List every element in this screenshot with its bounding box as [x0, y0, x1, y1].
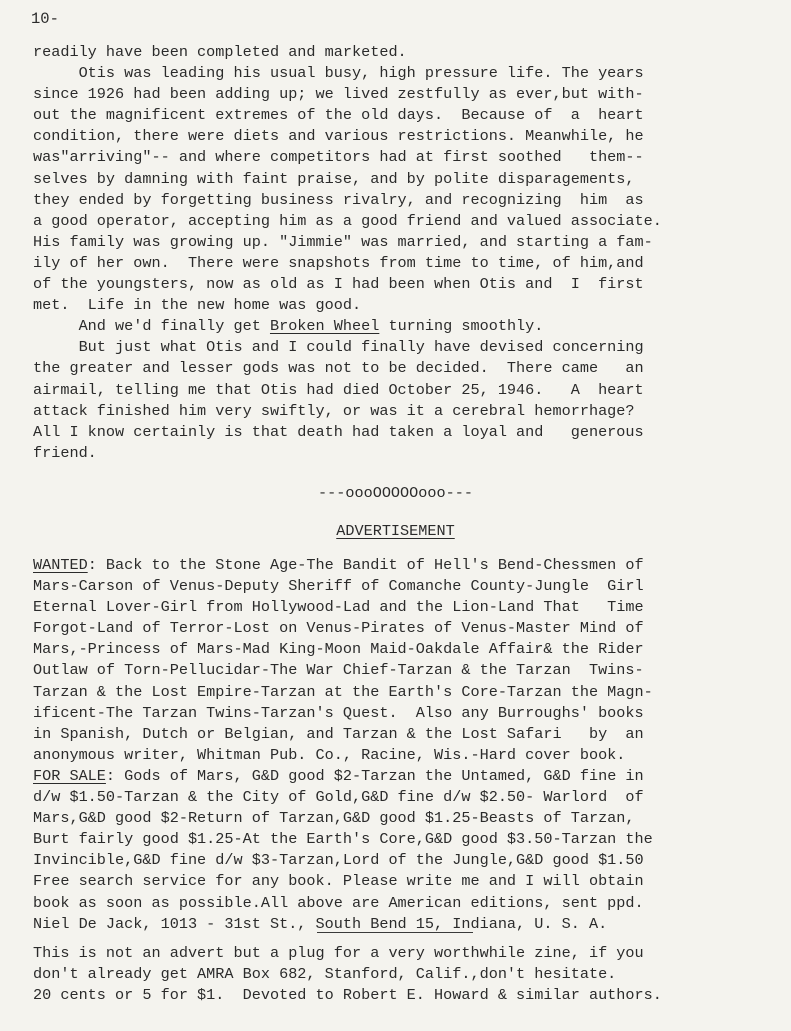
text-line: Tarzan & the Lost Empire-Tarzan at the Earth's Core-Tarzan the Magn-: [33, 682, 653, 701]
text-line: the greater and lesser gods was not to be decided. There came an: [33, 359, 644, 378]
text-line: met. Life in the new home was good.: [33, 296, 362, 315]
text-line: book as soon as possible.All above are American editions, sent ppd.: [33, 893, 644, 912]
text-line: All I know certainly is that death had taken a loyal and generous: [33, 422, 644, 441]
text-line: But just what Otis and I could finally have devised concerning: [33, 338, 644, 357]
underlined-text: Broken Wheel: [269, 317, 380, 336]
text-line: Forgot-Land of Terror-Lost on Venus-Pirates of Venus-Master Mind of: [33, 619, 644, 638]
text-line: attack finished him very swiftly, or was it a cerebral hemorrhage?: [33, 401, 635, 420]
text-line: His family was growing up. "Jimmie" was married, and starting a fam-: [33, 232, 653, 251]
zine-plug-text: [33, 943, 755, 1006]
text-line: Invincible,G&D fine d/w $3-Tarzan,Lord of the Jungle,G&D good $1.50: [33, 851, 644, 870]
underlined-text: FOR SALE: [33, 766, 106, 785]
text-line: they ended by forgetting business rivalry, and recognizing him as: [33, 190, 644, 209]
text-line: out the magnificent extremes of the old days. Because of a heart: [33, 106, 644, 125]
text-line: friend.: [33, 443, 97, 462]
text-line: since 1926 had been adding up; we lived zestfully as ever,but with-: [33, 85, 644, 104]
text-line: Burt fairly good $1.25-At the Earth's Core,G&D good $3.50-Tarzan the: [33, 830, 653, 849]
text-line: [33, 766, 755, 787]
advertisement-text: [33, 555, 755, 935]
memoir-text: [33, 42, 755, 464]
text-line: don't already get AMRA Box 682, Stanford, Calif.,don't hesitate.: [33, 965, 617, 984]
text-line: of the youngsters, now as old as I had been when Otis and I first: [33, 275, 644, 294]
text-line: Eternal Lover-Girl from Hollywood-Lad and the Lion-Land That Time: [33, 598, 644, 617]
text-line: ily of her own. There were snapshots from time to time, of him,and: [33, 253, 644, 272]
text-line: selves by damning with faint praise, and by polite disparagements,: [33, 169, 635, 188]
text-line: 20 cents or 5 for $1. Devoted to Robert E. Howard & similar authors.: [33, 986, 662, 1005]
text-line: in Spanish, Dutch or Belgian, and Tarzan & the Lost Safari by an: [33, 724, 644, 743]
text-line: anonymous writer, Whitman Pub. Co., Racine, Wis.-Hard cover book.: [33, 745, 626, 764]
divider-rule: [317, 932, 473, 933]
text-line: Mars,-Princess of Mars-Mad King-Moon Maid-Oakdale Affair& the Rider: [33, 640, 644, 659]
text-line: condition, there were diets and various restrictions. Meanwhile, he: [33, 127, 644, 146]
text-line: This is not an advert but a plug for a very worthwhile zine, if you: [33, 944, 644, 962]
text-line: Mars-Carson of Venus-Deputy Sheriff of Comanche County-Jungle Girl: [33, 577, 644, 596]
line-segment: : Gods of Mars, G&D good $2-Tarzan the Untamed, G&D fine in: [105, 766, 644, 785]
line-segment: And we'd finally get: [33, 317, 270, 336]
text-line: Free search service for any book. Please write me and I will obtain: [33, 872, 644, 891]
underlined-text: WANTED: [33, 556, 88, 574]
text-line: airmail, telling me that Otis had died October 25, 1946. A heart: [33, 380, 644, 399]
text-line: Otis was leading his usual busy, high pressure life. The years: [33, 64, 644, 83]
text-line: [33, 555, 755, 576]
text-line: ificent-The Tarzan Twins-Tarzan's Quest. Also any Burroughs' books: [33, 703, 644, 722]
page-number: 10-: [31, 10, 59, 28]
line-segment: : Back to the Stone Age-The Bandit of Hell's Bend-Chessmen of: [87, 556, 644, 574]
advertisement-heading: ADVERTISEMENT: [336, 522, 455, 540]
text-line: a good operator, accepting him as a good friend and valued associate.: [33, 211, 662, 230]
section-separator: ---oooOOOOOooo---: [318, 484, 473, 502]
text-line: Mars,G&D good $2-Return of Tarzan,G&D good $1.25-Beasts of Tarzan,: [33, 809, 635, 828]
text-line: d/w $1.50-Tarzan & the City of Gold,G&D fine d/w $2.50- Warlord of: [33, 788, 644, 807]
text-line: Outlaw of Torn-Pellucidar-The War Chief-Tarzan & the Tarzan Twins-: [33, 661, 644, 680]
text-line: Niel De Jack, 1013 - 31st St., South Bend 15, Indiana, U. S. A.: [33, 914, 608, 933]
line-segment: turning smoothly.: [379, 317, 544, 336]
text-line: readily have been completed and marketed.: [33, 43, 407, 61]
text-line: [33, 316, 755, 337]
text-line: was"arriving"-- and where competitors had at first soothed them--: [33, 148, 644, 167]
